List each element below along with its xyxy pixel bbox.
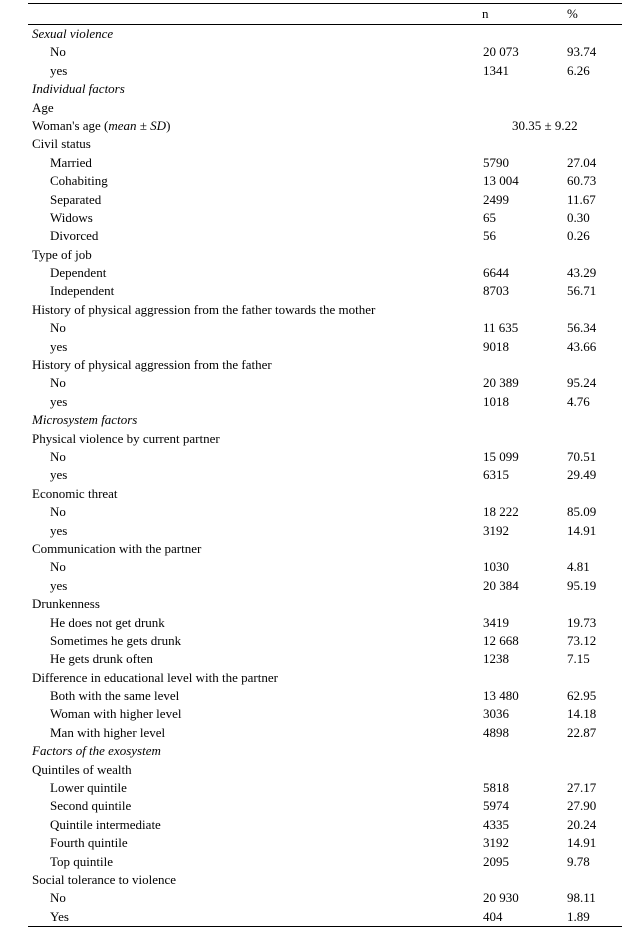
table-row: [28, 595, 622, 613]
table-row: [28, 411, 622, 429]
row-sublabel: No: [50, 320, 66, 336]
row-sublabel: Independent: [50, 283, 115, 299]
table-row: [28, 282, 622, 300]
row-label: [32, 117, 170, 135]
table-row: [28, 889, 622, 907]
cell-n: 8703: [483, 283, 509, 299]
cell-mean-sd: 30.35 ± 9.22: [512, 117, 578, 133]
table-body: [28, 25, 622, 926]
cell-percent: 0.30: [567, 209, 590, 225]
section-heading: Microsystem factors: [32, 412, 138, 428]
table-row: [28, 135, 622, 153]
row-sublabel: Fourth quintile: [50, 835, 128, 851]
row-sublabel: He does not get drunk: [50, 614, 165, 630]
row-sublabel: He gets drunk often: [50, 651, 153, 667]
cell-percent: 22.87: [567, 724, 597, 740]
cell-n: 3036: [483, 706, 509, 722]
table-row: [28, 466, 622, 484]
row-sublabel: Sometimes he gets drunk: [50, 632, 182, 648]
row-label-emphasis: mean ± SD: [108, 117, 167, 133]
row-sublabel: No: [50, 375, 66, 391]
section-heading: Individual factors: [32, 81, 125, 97]
table-row: [28, 356, 622, 374]
row-sublabel: Married: [50, 154, 92, 170]
row-sublabel: Dependent: [50, 265, 107, 281]
cell-percent: 27.04: [567, 154, 597, 170]
column-header-n: n: [482, 6, 489, 21]
table-row: [28, 99, 622, 117]
cell-percent: 93.74: [567, 44, 597, 60]
cell-n: 3192: [483, 835, 509, 851]
table-row: [28, 540, 622, 558]
cell-n: 1030: [483, 559, 509, 575]
cell-n: 4898: [483, 724, 509, 740]
cell-percent: 4.81: [567, 559, 590, 575]
column-header-percent: %: [567, 6, 578, 21]
table-row: [28, 338, 622, 356]
cell-n: 18 222: [483, 504, 519, 520]
cell-n: 5974: [483, 798, 509, 814]
cell-percent: 29.49: [567, 467, 597, 483]
cell-n: 4335: [483, 816, 509, 832]
cell-percent: 6.26: [567, 62, 590, 78]
table-row: [28, 246, 622, 264]
cell-percent: 9.78: [567, 853, 590, 869]
row-sublabel: yes: [50, 393, 68, 409]
cell-percent: 1.89: [567, 908, 590, 924]
cell-percent: 43.66: [567, 338, 597, 354]
cell-percent: 95.24: [567, 375, 597, 391]
cell-percent: 11.67: [567, 191, 596, 207]
table-row: [28, 43, 622, 61]
cell-n: 13 480: [483, 688, 519, 704]
cell-percent: 56.34: [567, 320, 597, 336]
row-sublabel: No: [50, 44, 66, 60]
row-label: Economic threat: [32, 485, 118, 501]
cell-percent: 85.09: [567, 504, 597, 520]
row-sublabel: Quintile intermediate: [50, 816, 161, 832]
row-sublabel: No: [50, 559, 66, 575]
cell-n: 6644: [483, 265, 509, 281]
row-label: Type of job: [32, 246, 92, 262]
cell-percent: 95.19: [567, 577, 597, 593]
row-sublabel: yes: [50, 338, 68, 354]
cell-percent: 14.18: [567, 706, 597, 722]
cell-n: 56: [483, 228, 496, 244]
row-label-text: Woman's age (: [32, 117, 109, 133]
table-row: [28, 264, 622, 282]
cell-n: 9018: [483, 338, 509, 354]
table-row: [28, 650, 622, 668]
table-row: [28, 853, 622, 871]
bottom-rule: [28, 926, 622, 927]
cell-percent: 4.76: [567, 393, 590, 409]
row-sublabel: Divorced: [50, 228, 99, 244]
table-row: [28, 117, 622, 135]
table-row: [28, 779, 622, 797]
row-sublabel: No: [50, 448, 66, 464]
cell-n: 2499: [483, 191, 509, 207]
cell-n: 65: [483, 209, 496, 225]
row-label: Civil status: [32, 136, 91, 152]
cell-percent: 7.15: [567, 651, 590, 667]
cell-n: 1018: [483, 393, 509, 409]
table-row: [28, 908, 622, 926]
table-row: [28, 80, 622, 98]
table-row: [28, 577, 622, 595]
table-row: [28, 742, 622, 760]
cell-percent: 19.73: [567, 614, 597, 630]
cell-percent: 14.91: [567, 835, 597, 851]
table-row: [28, 687, 622, 705]
cell-percent: 14.91: [567, 522, 597, 538]
table-row: [28, 172, 622, 190]
table-row: [28, 227, 622, 245]
row-sublabel: yes: [50, 577, 68, 593]
row-label: Difference in educational level with the partner: [32, 669, 278, 685]
row-sublabel: yes: [50, 62, 68, 78]
cell-n: 3419: [483, 614, 509, 630]
table-row: [28, 448, 622, 466]
row-label: Drunkenness: [32, 596, 100, 612]
table-row: [28, 816, 622, 834]
row-sublabel: Separated: [50, 191, 102, 207]
row-label: Social tolerance to violence: [32, 871, 177, 887]
row-sublabel: yes: [50, 467, 68, 483]
table-row: [28, 705, 622, 723]
cell-n: 1238: [483, 651, 509, 667]
cell-n: 5818: [483, 780, 509, 796]
table-row: [28, 374, 622, 392]
row-sublabel: Yes: [50, 908, 69, 924]
row-sublabel: Second quintile: [50, 798, 132, 814]
cell-percent: 27.17: [567, 780, 597, 796]
row-sublabel: No: [50, 890, 66, 906]
cell-n: 15 099: [483, 448, 519, 464]
cell-percent: 27.90: [567, 798, 597, 814]
table-row: [28, 25, 622, 43]
cell-percent: 20.24: [567, 816, 597, 832]
cell-percent: 0.26: [567, 228, 590, 244]
table-row: [28, 301, 622, 319]
table-row: [28, 724, 622, 742]
cell-percent: 98.11: [567, 890, 596, 906]
row-sublabel: Cohabiting: [50, 173, 108, 189]
cell-n: 12 668: [483, 632, 519, 648]
table-row: [28, 614, 622, 632]
table-row: [28, 430, 622, 448]
table-row: [28, 669, 622, 687]
row-label: History of physical aggression from the father towards the mother: [32, 301, 376, 317]
cell-n: 20 384: [483, 577, 519, 593]
table-row: [28, 522, 622, 540]
row-sublabel: Both with the same level: [50, 688, 180, 704]
row-label: History of physical aggression from the father: [32, 357, 272, 373]
table-row: [28, 154, 622, 172]
section-heading: Sexual violence: [32, 26, 114, 41]
row-label: Quintiles of wealth: [32, 761, 132, 777]
cell-n: 6315: [483, 467, 509, 483]
cell-n: 3192: [483, 522, 509, 538]
cell-n: 20 930: [483, 890, 519, 906]
row-sublabel: Woman with higher level: [50, 706, 182, 722]
table-row: [28, 797, 622, 815]
table-row: [28, 834, 622, 852]
cell-percent: 62.95: [567, 688, 597, 704]
cell-n: 1341: [483, 62, 509, 78]
row-sublabel: Top quintile: [50, 853, 114, 869]
cell-percent: 56.71: [567, 283, 597, 299]
cell-n: 404: [483, 908, 503, 924]
table-row: [28, 393, 622, 411]
row-sublabel: yes: [50, 522, 68, 538]
table-row: [28, 558, 622, 576]
table-row: [28, 871, 622, 889]
row-label: Communication with the partner: [32, 540, 202, 556]
row-sublabel: No: [50, 504, 66, 520]
cell-percent: 60.73: [567, 173, 597, 189]
cell-percent: 73.12: [567, 632, 597, 648]
table-row: [28, 209, 622, 227]
row-label: Age: [32, 99, 54, 115]
data-table: [28, 3, 622, 927]
row-label: Physical violence by current partner: [32, 430, 220, 446]
row-sublabel: Lower quintile: [50, 780, 127, 796]
table-row: [28, 191, 622, 209]
cell-n: 13 004: [483, 173, 519, 189]
cell-percent: 70.51: [567, 448, 597, 464]
table-row: [28, 62, 622, 80]
cell-n: 20 073: [483, 44, 519, 60]
table-row: [28, 503, 622, 521]
row-sublabel: Widows: [50, 209, 93, 225]
table-row: [28, 761, 622, 779]
cell-n: 5790: [483, 154, 509, 170]
cell-n: 11 635: [483, 320, 519, 336]
row-sublabel: Man with higher level: [50, 724, 166, 740]
row-label-tail: ): [166, 117, 171, 133]
table-row: [28, 632, 622, 650]
table-row: [28, 485, 622, 503]
cell-percent: 43.29: [567, 265, 597, 281]
section-heading: Factors of the exosystem: [32, 743, 161, 759]
cell-n: 2095: [483, 853, 509, 869]
cell-n: 20 389: [483, 375, 519, 391]
header-row: [28, 4, 622, 24]
table-row: [28, 319, 622, 337]
